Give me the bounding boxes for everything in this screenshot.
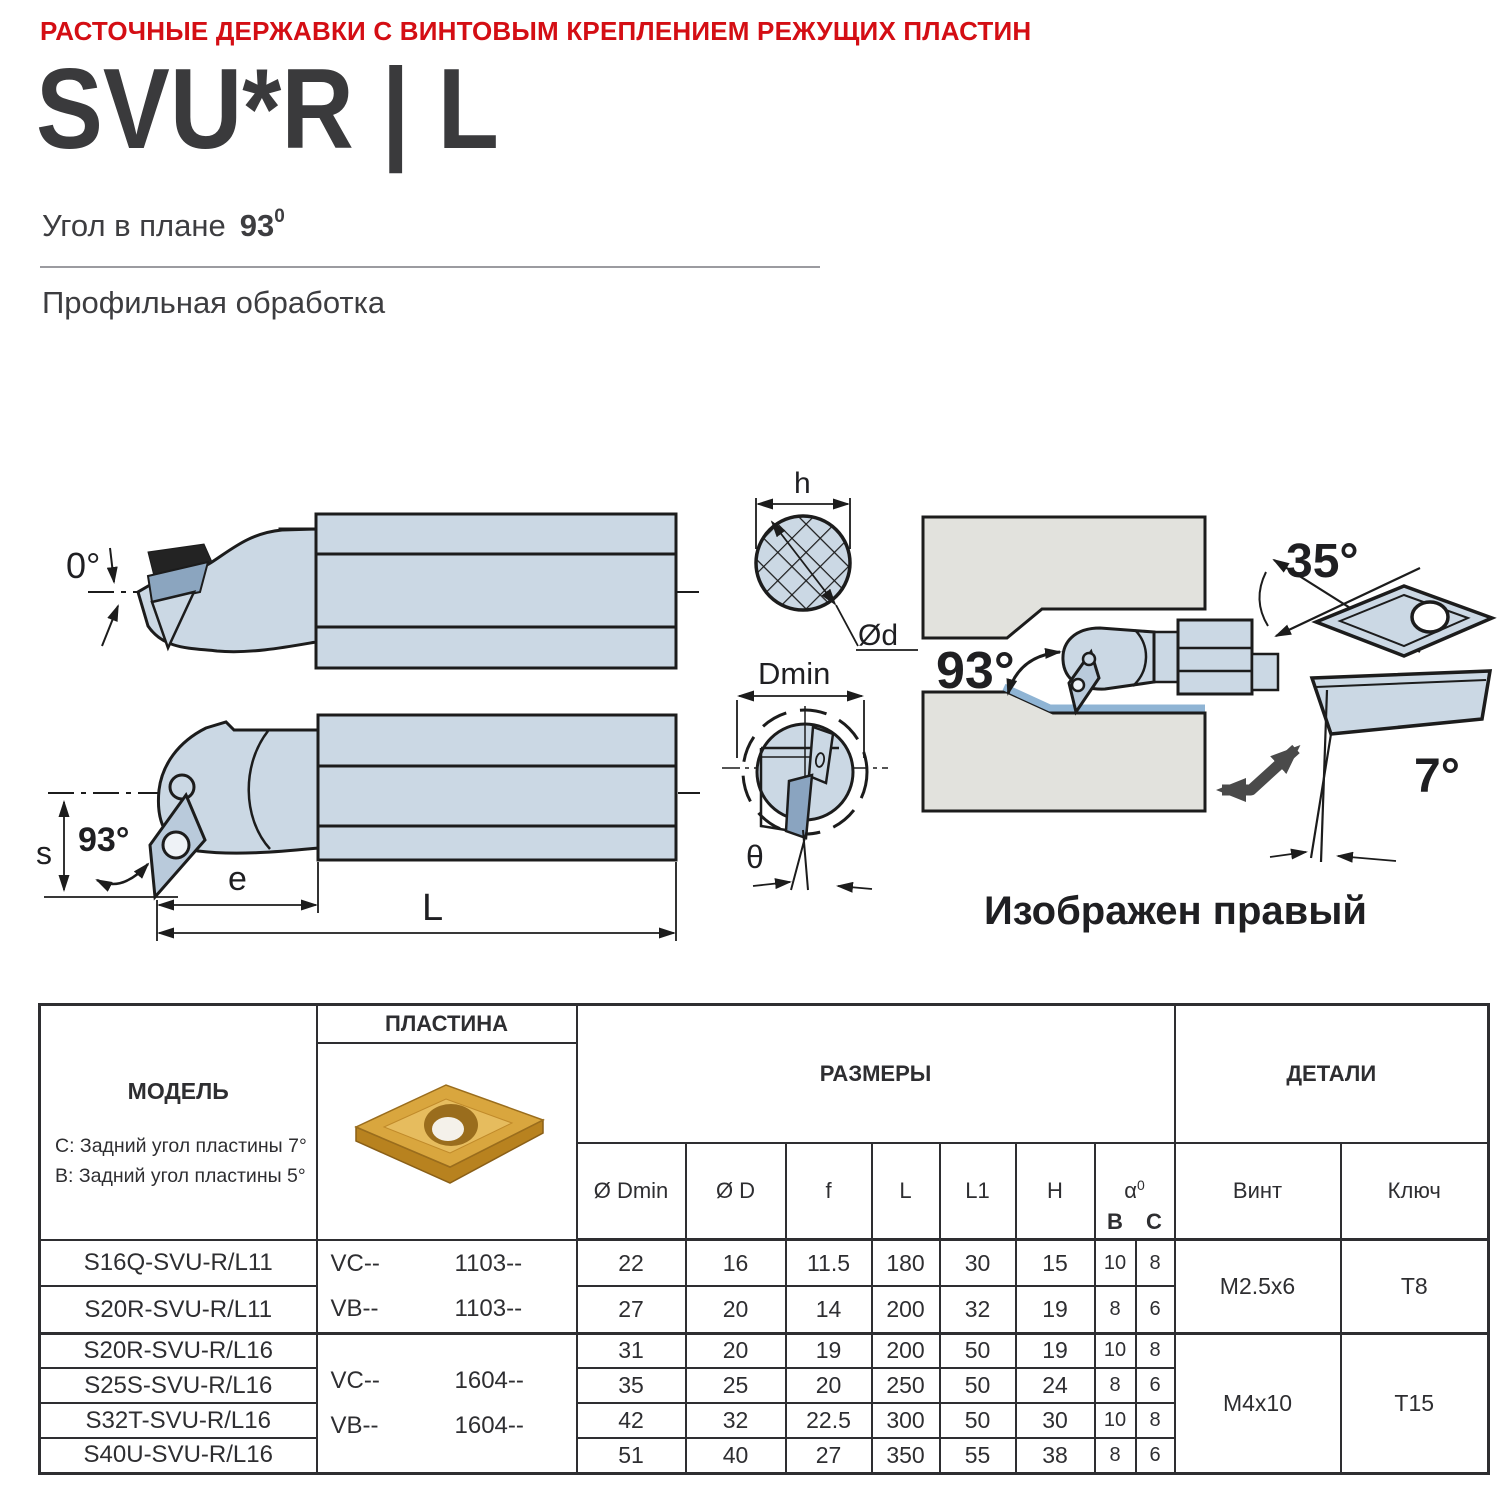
cell-d: 32 [686, 1403, 786, 1438]
label-7: 7° [1414, 750, 1460, 803]
col-header-key: Ключ [1341, 1143, 1489, 1240]
cell-model: S20R-SVU-R/L11 [40, 1286, 317, 1333]
cell-l: 200 [872, 1333, 940, 1368]
plan-angle-label: Угол в плане [42, 208, 226, 243]
plate-code: VC-- [330, 1249, 380, 1277]
insert-hole [163, 832, 189, 858]
model-note-c: C: Задний угол пластины 7° [55, 1134, 307, 1157]
cell-b: 8 [1095, 1438, 1136, 1473]
col-header-d: Ø D [686, 1143, 786, 1240]
model-header-cell [40, 1005, 317, 1240]
label-35: 35° [1286, 535, 1359, 588]
plate-code: 1103-- [454, 1295, 523, 1323]
clamp-screw [170, 775, 194, 799]
label-e: e [228, 860, 247, 898]
cell-dmin: 31 [577, 1333, 686, 1368]
cell-l1: 32 [940, 1286, 1016, 1333]
col-header-screw: Винт [1175, 1143, 1341, 1240]
cell-l: 200 [872, 1286, 940, 1333]
insert-section-view [786, 775, 812, 838]
cell-plate-group1 [317, 1240, 577, 1334]
cell-b: 8 [1095, 1368, 1136, 1403]
cell-b: 10 [1095, 1403, 1136, 1438]
col-header-f: f [786, 1143, 872, 1240]
cell-model: S25S-SVU-R/L16 [40, 1368, 317, 1403]
divider-line [40, 266, 820, 268]
cell-l1: 55 [940, 1438, 1016, 1473]
cell-l1: 50 [940, 1368, 1016, 1403]
cell-l1: 50 [940, 1333, 1016, 1368]
cell-l: 180 [872, 1240, 940, 1287]
label-rake-angle: 0° [66, 545, 101, 586]
cell-h: 15 [1016, 1240, 1095, 1287]
technical-drawing [0, 450, 1500, 995]
cell-l1: 50 [940, 1403, 1016, 1438]
application-view [923, 517, 1492, 933]
cell-f: 11.5 [786, 1240, 872, 1287]
plate-code: VC-- [330, 1366, 380, 1394]
cell-c: 6 [1136, 1286, 1175, 1333]
col-header-c: C [1146, 1209, 1162, 1234]
plan-angle-sup: 0 [274, 206, 285, 227]
cell-l1: 30 [940, 1240, 1016, 1287]
cell-model: S40U-SVU-R/L16 [40, 1438, 317, 1473]
alpha-symbol: α [1124, 1178, 1137, 1204]
label-L: L [422, 887, 444, 929]
cell-h: 38 [1016, 1438, 1095, 1473]
cell-f: 20 [786, 1368, 872, 1403]
cell-f: 19 [786, 1333, 872, 1368]
table-row [40, 1333, 1489, 1368]
col-header-l1: L1 [940, 1143, 1016, 1240]
cell-model: S20R-SVU-R/L16 [40, 1333, 317, 1368]
sizes-header: РАЗМЕРЫ [577, 1005, 1175, 1143]
plan-angle-value: 93 [239, 208, 275, 243]
insert-photo [334, 1063, 560, 1213]
cell-key-group2: T15 [1341, 1333, 1489, 1473]
cell-model: S32T-SVU-R/L16 [40, 1403, 317, 1438]
cell-plate-group2 [317, 1333, 577, 1473]
cell-screw-group1: M2.5x6 [1175, 1240, 1341, 1334]
label-h: h [794, 467, 811, 500]
col-header-h: H [1016, 1143, 1095, 1240]
cell-b: 10 [1095, 1240, 1136, 1287]
shank-cross-section [756, 467, 918, 652]
workpiece-upper [923, 517, 1205, 638]
plate-code: VB-- [330, 1412, 379, 1440]
plate-code: 1604-- [454, 1412, 524, 1440]
cell-f: 14 [786, 1286, 872, 1333]
cell-dmin: 35 [577, 1368, 686, 1403]
alpha-sup: 0 [1136, 1177, 1145, 1194]
plan-angle-line [42, 206, 285, 244]
cell-d: 40 [686, 1438, 786, 1473]
cell-dmin: 22 [577, 1240, 686, 1287]
cell-d: 20 [686, 1333, 786, 1368]
cell-h: 19 [1016, 1333, 1095, 1368]
cell-d: 20 [686, 1286, 786, 1333]
details-header: ДЕТАЛИ [1175, 1005, 1489, 1143]
cell-b: 10 [1095, 1333, 1136, 1368]
cell-dmin: 27 [577, 1286, 686, 1333]
cell-h: 30 [1016, 1403, 1095, 1438]
model-header: МОДЕЛЬ [127, 1077, 229, 1104]
cell-c: 8 [1136, 1403, 1175, 1438]
cell-b: 8 [1095, 1286, 1136, 1333]
cell-c: 6 [1136, 1368, 1175, 1403]
cell-l: 250 [872, 1368, 940, 1403]
cell-d: 25 [686, 1368, 786, 1403]
col-header-l: L [872, 1143, 940, 1240]
cell-c: 8 [1136, 1333, 1175, 1368]
feed-direction-arrow [1222, 749, 1296, 790]
drawing-caption: Изображен правый [984, 889, 1367, 933]
col-header-b: B [1107, 1209, 1123, 1234]
model-note-b: B: Задний угол пластины 5° [55, 1164, 306, 1187]
page-subtitle: Профильная обработка [42, 285, 386, 320]
page-title: SVU*R | L [36, 46, 499, 173]
cell-f: 22.5 [786, 1403, 872, 1438]
cell-dmin: 42 [577, 1403, 686, 1438]
label-s: s [36, 835, 52, 871]
plate-code: 1103-- [454, 1249, 523, 1277]
boring-bar-bottom-view [36, 715, 700, 941]
label-dmin: Dmin [758, 656, 831, 691]
cell-key-group1: T8 [1341, 1240, 1489, 1334]
cell-l: 350 [872, 1438, 940, 1473]
cell-screw-group2: M4x10 [1175, 1333, 1341, 1473]
cell-d: 16 [686, 1240, 786, 1287]
col-header-dmin: Ø Dmin [577, 1143, 686, 1240]
cell-h: 19 [1016, 1286, 1095, 1333]
label-theta: θ [746, 839, 764, 875]
label-93-side: 93° [78, 821, 130, 859]
plate-header: ПЛАСТИНА [317, 1005, 577, 1043]
cell-c: 8 [1136, 1240, 1175, 1287]
spec-table [38, 1003, 1490, 1475]
plate-image-cell [317, 1043, 577, 1240]
col-header-alpha [1095, 1143, 1175, 1240]
table-row [40, 1240, 1489, 1287]
cell-model: S16Q-SVU-R/L11 [40, 1240, 317, 1287]
cell-dmin: 51 [577, 1438, 686, 1473]
cell-h: 24 [1016, 1368, 1095, 1403]
boring-bar-top-view [66, 514, 700, 668]
cell-c: 6 [1136, 1438, 1175, 1473]
label-od: Ød [858, 619, 899, 652]
plate-code: VB-- [330, 1295, 379, 1323]
bore-cross-section [722, 656, 888, 890]
label-93-main: 93° [936, 642, 1015, 700]
cell-l: 300 [872, 1403, 940, 1438]
cell-f: 27 [786, 1438, 872, 1473]
plate-code: 1604-- [454, 1366, 524, 1394]
page-eyebrow: РАСТОЧНЫЕ ДЕРЖАВКИ С ВИНТОВЫМ КРЕПЛЕНИЕМ РЕЖУЩИХ ПЛАСТИН [40, 16, 1032, 46]
